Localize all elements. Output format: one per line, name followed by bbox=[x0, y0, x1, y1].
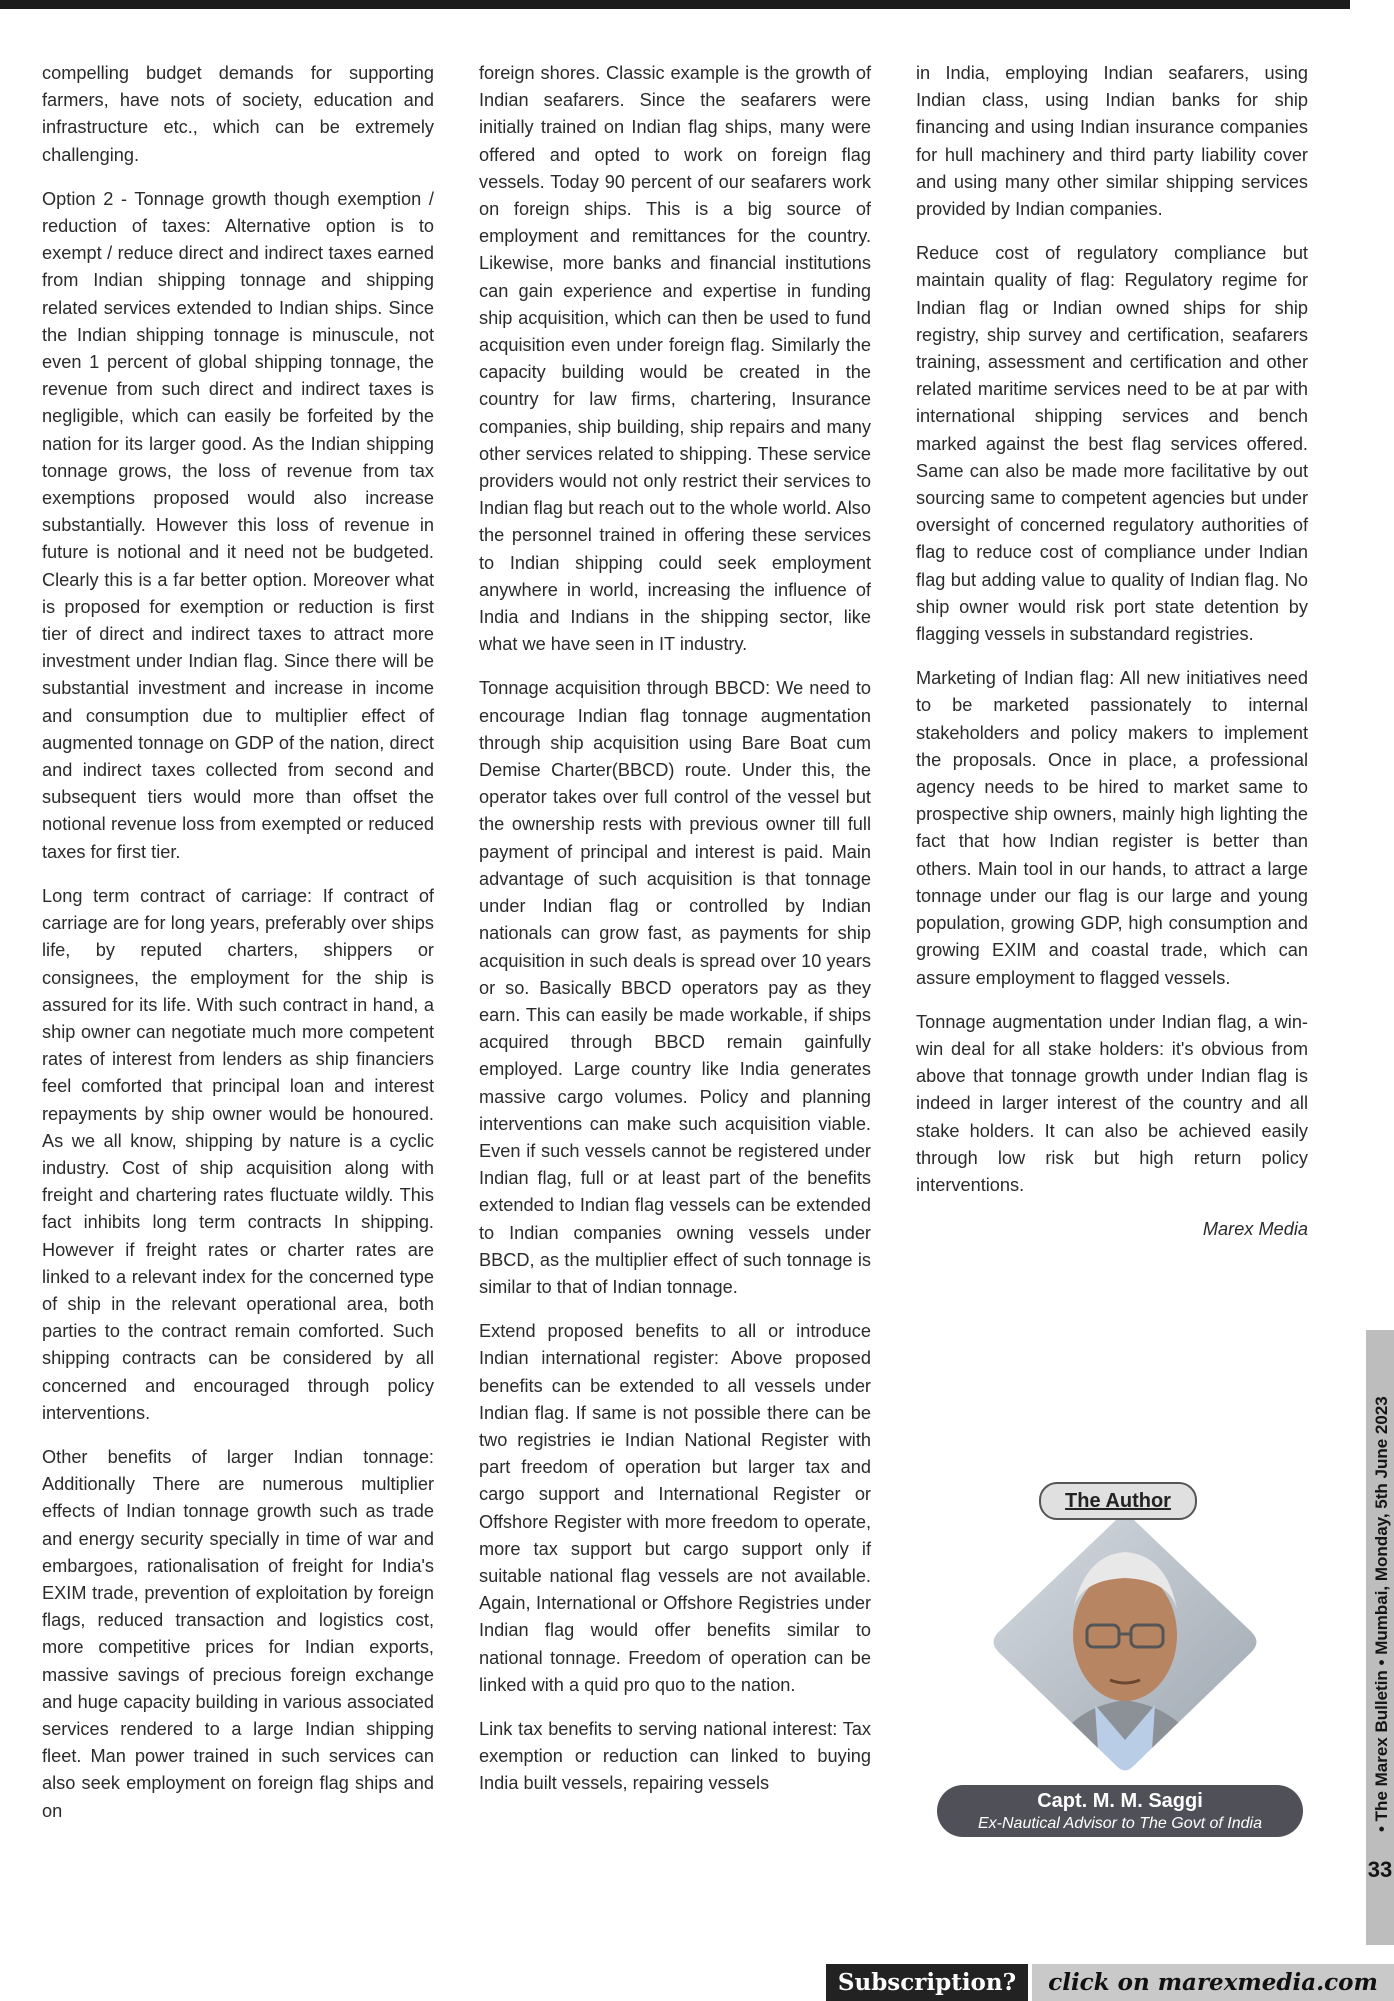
article-column-2 bbox=[479, 60, 871, 1815]
paragraph: Other benefits of larger Indian tonnage: Additionally There are numerous multiplier effects of Indian tonnage growth such as trade and energy security specially in time of war and embargoes, rationalisation of freight for India's EXIM trade, prevention of exploitation by foreign flags, reduced transaction and logistics cost, more competitive prices for Indian exports, massive savings of precious foreign exchange and huge capacity building in various associated services rendered to a large Indian shipping fleet. Man power trained in such services can also seek employment on foreign flag ships and on bbox=[42, 1446, 434, 1821]
paragraph: Long term contract of carriage: If contract of carriage are for long years, preferably over ships life, by reputed charters, shippers or consignees, the employment for the ship is assured for its life. With such contract in hand, a ship owner can negotiate much more competent rates of interest from lenders as ship financiers feel comforted that principal loan and interest repayments by ship owner would be honoured. As we all know, shipping by nature is a cyclic industry. Cost of ship acquisition along with freight and chartering rates fluctuate wildly. This fact inhibits long term contracts In shipping. However if freight rates or charter rates are linked to a relevant index for the concerned type of ship in the relevant operational area, both parties to the contract remain comforted. Such shipping contracts can be considered by all concerned and encouraged through policy interventions. bbox=[42, 885, 434, 1423]
author-label: The Author bbox=[1039, 1482, 1197, 1520]
page-number: 33 bbox=[1367, 1857, 1393, 1882]
author-title: Ex-Nautical Advisor to The Govt of India bbox=[978, 1815, 1262, 1832]
author-portrait bbox=[975, 1500, 1275, 1780]
author-name: Capt. M. M. Saggi bbox=[1037, 1790, 1203, 1812]
paragraph: Tonnage acquisition through BBCD: We need to encourage Indian flag tonnage augmentation through ship acquisition using Bare Boat cum Demise Charter(BBCD) route. Under this, the operator takes over full control of the vessel but the ownership rests with previous owner till full payment of principal and interest is paid. Main advantage of such acquisition is that tonnage under Indian flag or controlled by Indian nationals can grow fast, as payments for ship acquisition in such deals is spread over 10 years or so. Basically BBCD operators pay as they earn. This can easily be made workable, if ships acquired through BBCD remain gainfully employed. Large country like India generates massive cargo volumes. Policy and planning interventions can make such acquisition viable. Even if such vessels cannot be registered under Indian flag, full or at least part of the benefits extended to Indian flag vessels can be extended to Indian companies owning vessels under BBCD, as the multiplier effect of such tonnage is similar to that of Indian tonnage. bbox=[479, 678, 871, 1297]
publication-dateline: • The Marex Bulletin • Mumbai, Monday, 5th June 2023 bbox=[1372, 1396, 1391, 1832]
article-column-1 bbox=[42, 60, 434, 1842]
author-nameplate bbox=[937, 1785, 1303, 1837]
top-rule bbox=[0, 0, 1350, 9]
author-card bbox=[935, 1480, 1305, 1840]
subscription-label: Subscription? bbox=[826, 1964, 1028, 2001]
paragraph: in India, employing Indian seafarers, using Indian class, using Indian banks for ship financing and using Indian insurance companies for hull machinery and third party liability cover and using many other similar shipping services provided by Indian companies. bbox=[916, 63, 1308, 220]
paragraph: Reduce cost of regulatory compliance but maintain quality of flag: Regulatory regime for Indian flag or Indian owned ships for ship registry, ship survey and certification, seafarers training, assessment and certification and other related maritime services need to be at par with international shipping services and bench marked against the best flag services offered. Same can also be made more facilitative by out sourcing same to competent agencies but under oversight of concerned regulatory authorities of flag to reduce cost of compliance under Indian flag but adding value to quality of Indian flag. No ship owner would risk port state detention by flagging vessels in substandard registries. bbox=[916, 243, 1308, 645]
paragraph: Marketing of Indian flag: All new initiatives need to be marketed passionately to internal stakeholders and policy makers to implement the proposals. Once in place, a professional agency needs to be hired to market same to prospective ship owners, mainly high lighting the fact that how Indian register is better than others. Main tool in our hands, to attract a large tonnage under our flag is our large and young population, growing GDP, high consumption and growing EXIM and coastal trade, which can assure employment to flagged vessels. bbox=[916, 668, 1308, 988]
paragraph: foreign shores. Classic example is the growth of Indian seafarers. Since the seafarers were initially trained on Indian flag ships, many were offered and opted to work on foreign flag vessels. Today 90 percent of our seafarers work on foreign ships. This is a big source of employment and remittances for the country. Likewise, more banks and financial institutions can gain experience and expertise in funding ship acquisition, which can then be used to fund acquisition even under foreign flag. Similarly the capacity building would be created in the country for law firms, chartering, Insurance companies, ship building, ship repairs and many other services related to shipping. These service providers would not only restrict their services to Indian flag but reach out to the whole world. Also the personnel trained in offering these services to Indian shipping could seek employment anywhere in world, increasing the influence of India and Indians in the shipping sector, like what we have seen in IT industry. bbox=[479, 63, 871, 655]
article-column-3 bbox=[916, 60, 1308, 1243]
byline: Marex Media bbox=[1202, 1219, 1308, 1240]
paragraph: Extend proposed benefits to all or introduce Indian international register: Above proposed benefits can be extended to all vessels under Indian flag. If same is not possible there can be two registries ie Indian National Register with part freedom of operation but larger tax and cargo support and International Register or Offshore Register with more freedom to operate, more tax support but cargo support only if suitable national flag vessels are not available. Again, International or Offshore Registries under Indian flag would offer benefits similar to national tonnage. Freedom of operation can be linked with a quid pro quo to the nation. bbox=[479, 1321, 871, 1695]
paragraph: Link tax benefits to serving national interest: Tax exemption or reduction can linked to buying India built vessels, repairing vessels bbox=[479, 1718, 871, 1794]
paragraph: Option 2 - Tonnage growth though exemption / reduction of taxes: Alternative option is to exempt / reduce direct and indirect taxes earned from Indian shipping tonnage and shipping related services extended to Indian ships. Since the Indian shipping tonnage is minuscule, not even 1 percent of global shipping tonnage, the revenue from such direct and indirect taxes is negligible, which can easily be forfeited by the nation for its larger good. As the Indian shipping tonnage grows, the loss of revenue from tax exemptions proposed would also increase substantially. However this loss of revenue in future is notional and it need not be budgeted. Clearly this is a far better option. Moreover what is proposed for exemption or reduction is first tier of direct and indirect taxes to attract more investment under Indian flag. Since there will be substantial investment and increase in income and consumption due to multiplier effect of augmented tonnage on GDP of the nation, direct and indirect taxes collected from second and subsequent tiers would more than offset the notional revenue loss from exempted or reduced taxes for first tier. bbox=[42, 188, 434, 862]
paragraph: compelling budget demands for supporting farmers, have nots of society, education and infrastructure etc., which can be extremely challenging. bbox=[42, 63, 434, 165]
subscription-link[interactable]: click on marexmedia.com bbox=[1032, 1964, 1394, 2001]
paragraph: Tonnage augmentation under Indian flag, a win-win deal for all stake holders: it's obvious from above that tonnage growth under Indian flag is indeed in larger interest of the country and all stake holders. It can also be achieved easily through low risk but high return policy interventions. bbox=[916, 1011, 1308, 1195]
